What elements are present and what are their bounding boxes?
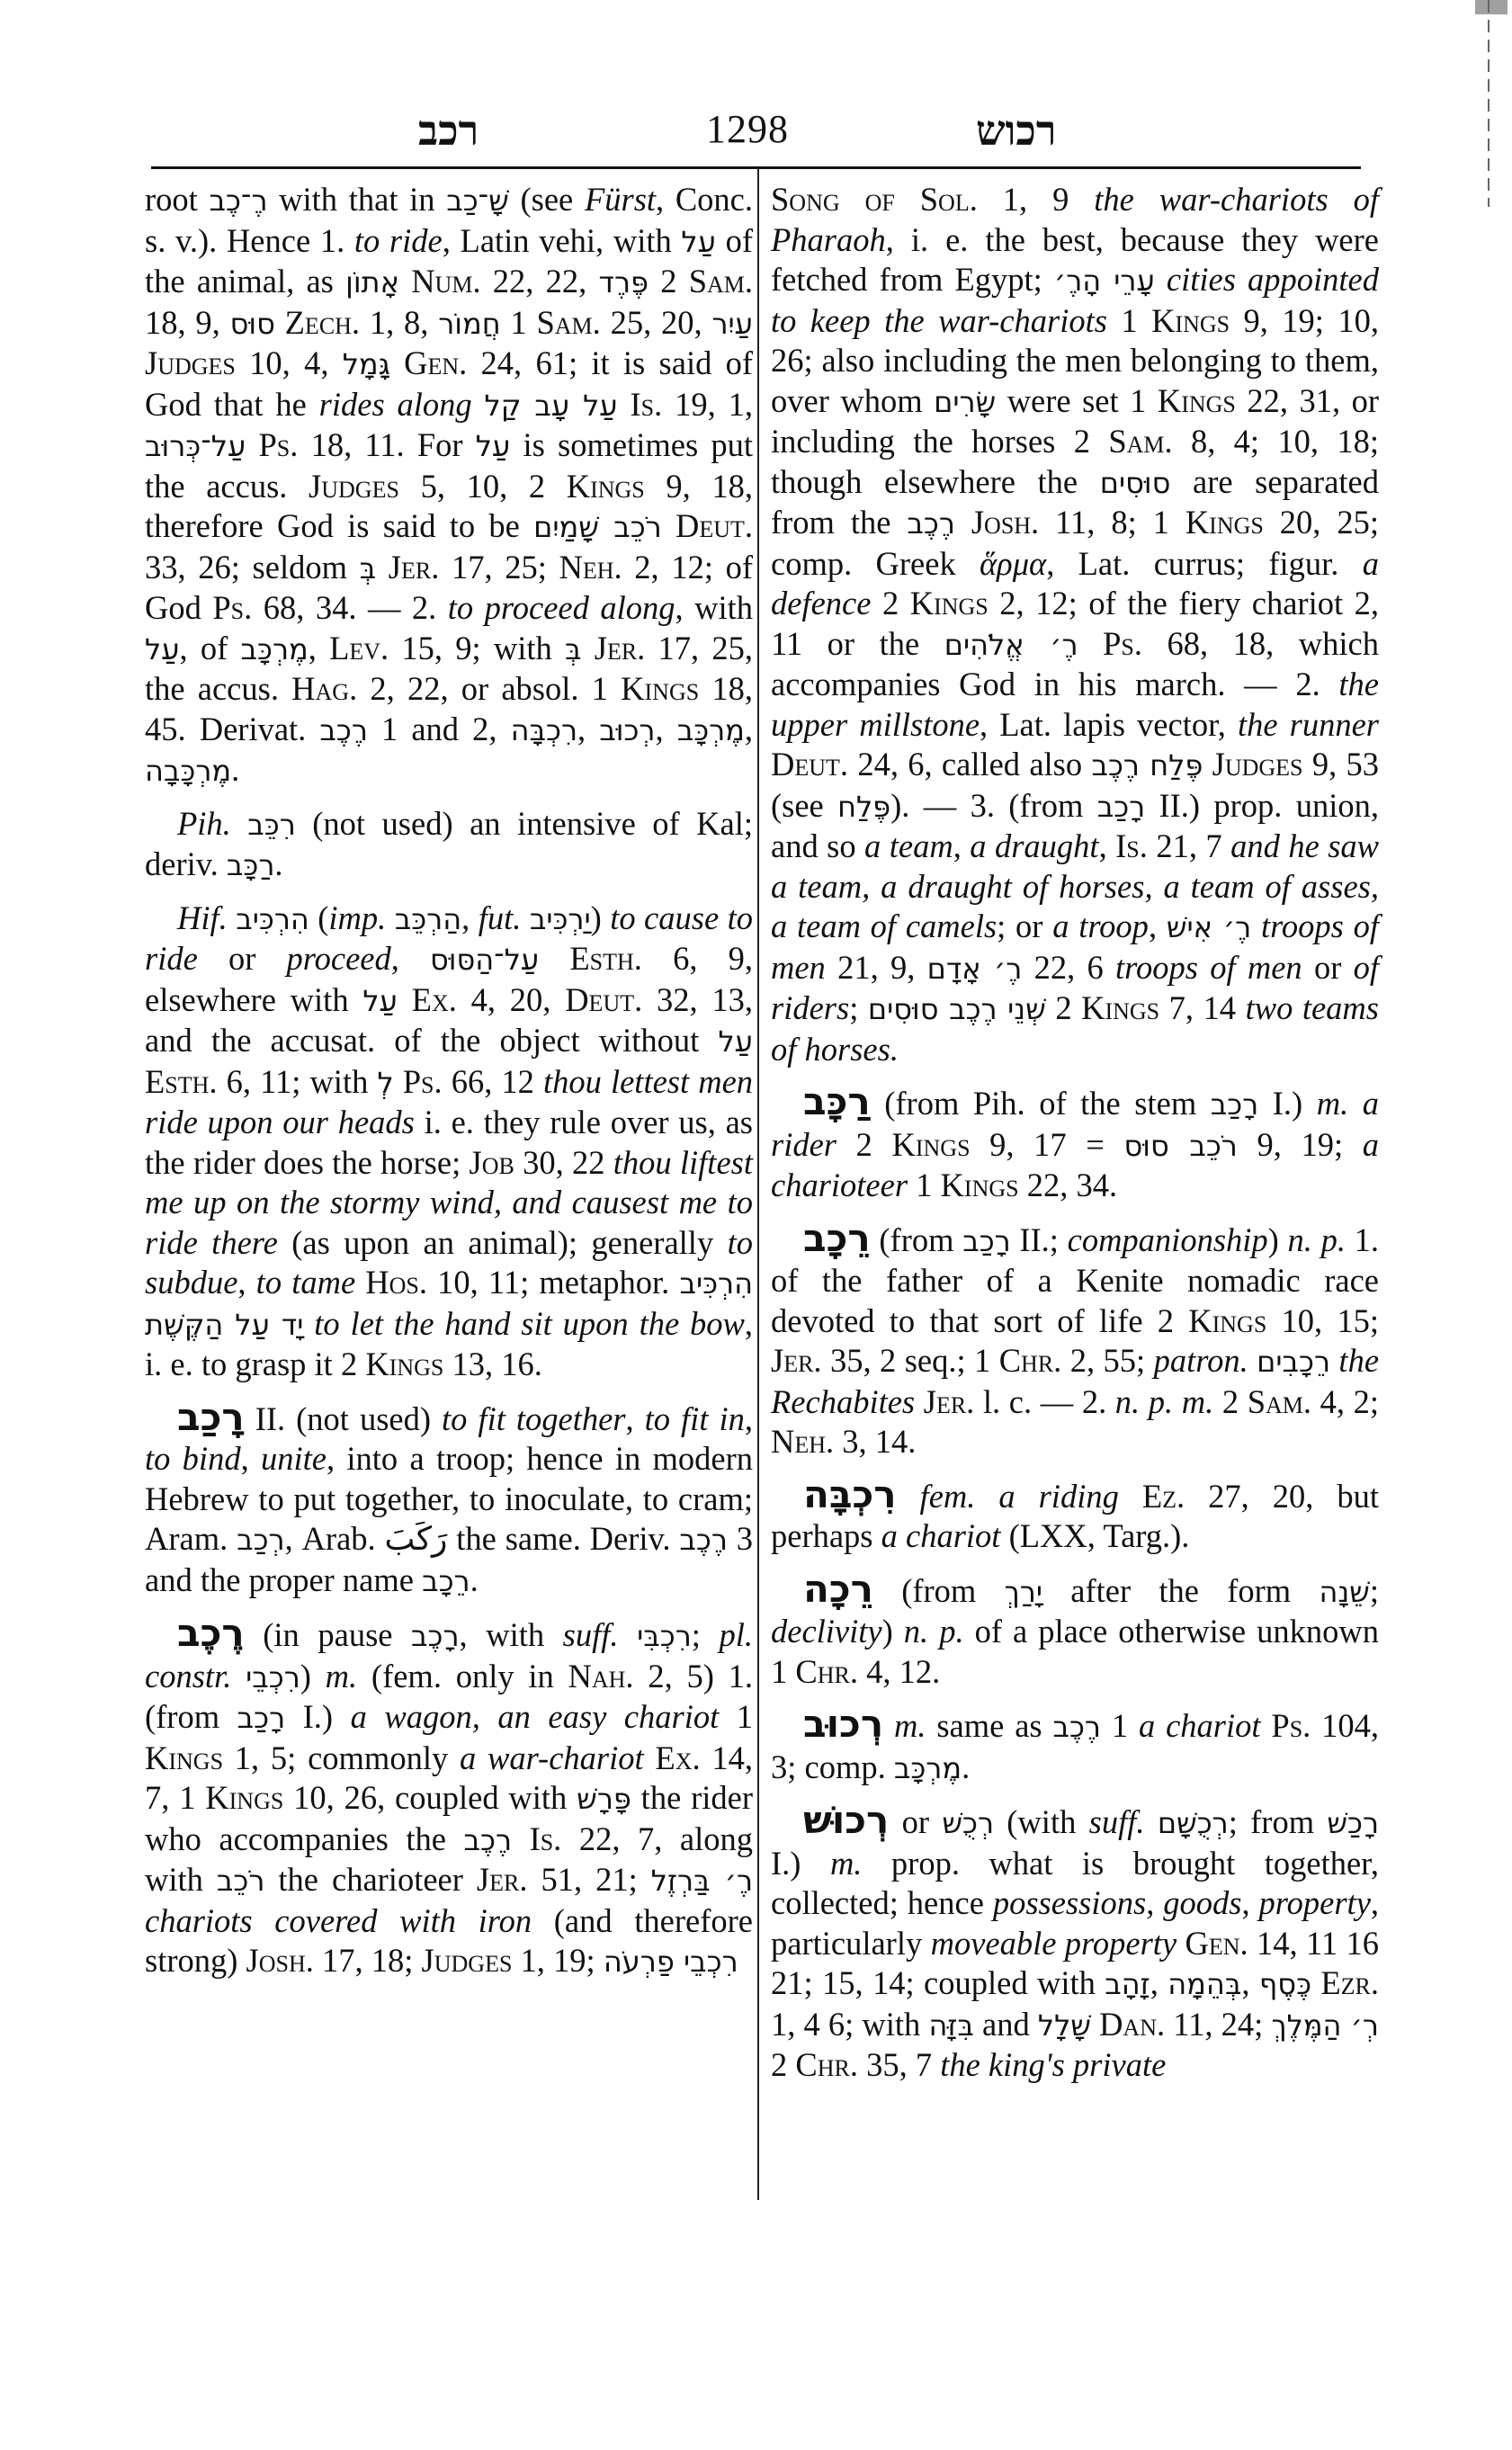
italic-gloss: n. p. m.	[1114, 1382, 1214, 1420]
hebrew-word: בְּהֵמָה	[1168, 1967, 1242, 2001]
italic-gloss: to fit in	[644, 1399, 745, 1437]
book-reference: Ex.	[655, 1739, 701, 1776]
italic-gloss: n. p.	[903, 1613, 964, 1650]
italic-gloss: imp.	[328, 899, 387, 936]
hebrew-word: זָהָב	[1105, 1967, 1150, 2001]
italic-gloss: the Rechabites	[771, 1342, 1380, 1420]
book-reference: Chr.	[998, 1342, 1062, 1379]
book-reference: Judges	[145, 344, 236, 381]
italic-gloss: Hif.	[177, 899, 228, 936]
hebrew-word: רָכַב	[1096, 789, 1146, 824]
hebrew-word: מֶרְכָּב	[676, 712, 745, 747]
italic-gloss: n. p.	[1287, 1221, 1346, 1258]
book-reference: Kings	[940, 1167, 1019, 1203]
hebrew-word: רְכֻשָׁם	[1157, 1806, 1229, 1840]
book-reference: Ps.	[1103, 624, 1142, 662]
book-reference: Judges	[421, 1942, 513, 1979]
book-reference: Kings	[566, 467, 645, 505]
book-reference: Ex.	[411, 980, 457, 1018]
italic-gloss: m.	[325, 1657, 358, 1694]
book-reference: Kings	[621, 670, 700, 707]
headword: רִכְבָּה	[803, 1471, 897, 1516]
hebrew-word: בְּ	[565, 631, 582, 666]
running-header	[148, 106, 1372, 160]
hebrew-word: רֹכֵב שָׁמַיִם	[533, 510, 662, 544]
page-number: 1298	[706, 107, 789, 151]
book-reference: Sam.	[1108, 423, 1173, 460]
italic-gloss: of riders	[771, 948, 1380, 1026]
hebrew-word: רָכַב	[962, 1223, 1011, 1258]
entry-continuation: root רֶ־כֶב with that in שָׁ־כַב (see Fürst, Conc. s. v.). Hence 1. to ride, Latin vehi, with עַל of the animal, as אָתוֹן Num. 22, 22, פֶּרֶד 2 Sam. 18, 9, סוּס Zech. 1, 8, חֲמוֹר 1 Sam. 25, 20, עַיִר Judges 10, 4, גָּמָל Gen. 24, 61; it is said of God that he rides along עַל עָב קַל Is. 19, 1, עַל־כְּרוּב Ps. 18, 11. For עַל is sometimes put the accus. Judges 5, 10, 2 Kings 9, 18, therefore God is said to be רֹכֵב שָׁמַיִם Deut. 33, 26; seldom בְּ Jer. 17, 25; Neh. 2, 12; of God Ps. 68, 34. — 2. to proceed along, with עַל, of מֶרְכָּב, Lev. 15, 9; with בְּ Jer. 17, 25, the accus. Hag. 2, 22, or absol. 1 Kings 18, 45. Derivat. רֶכֶב 1 and 2, רִכְבָּה, רְכוּב, מֶרְכָּב, מֶרְכָּבָה.	[145, 181, 754, 788]
book-reference: Sam.	[1247, 1382, 1312, 1420]
italic-gloss: troops of men	[771, 908, 1380, 986]
book-reference: Kings	[1081, 989, 1160, 1026]
hebrew-word: עַל עָב קַל	[484, 388, 618, 423]
headword: רֵכָה	[803, 1566, 873, 1611]
headword: רַכָּב	[803, 1079, 871, 1123]
headword: רֵכָב	[803, 1215, 871, 1260]
italic-gloss: to subdue	[145, 1223, 753, 1301]
italic-gloss: a wagon, an easy chariot	[350, 1698, 720, 1735]
book-reference: Sam.	[536, 303, 601, 341]
italic-gloss: proceed	[286, 940, 391, 977]
italic-gloss: the king's private	[940, 2046, 1167, 2083]
book-reference: Ez.	[1141, 1477, 1185, 1515]
hebrew-word: חֲמוֹר	[438, 306, 501, 341]
hebrew-word: רֶ׳ בַּרְזֶל	[650, 1864, 754, 1898]
italic-gloss: chariots covered with iron	[145, 1901, 532, 1939]
book-reference: Gen.	[404, 344, 468, 381]
hebrew-word: רֶכֶב	[463, 1822, 513, 1857]
book-reference: Jer.	[476, 1861, 528, 1898]
hebrew-word: עָרֵי הָרֶ׳	[1053, 264, 1155, 298]
book-reference: Chr.	[795, 2046, 858, 2083]
entry-rekhush: רְכוּשׁ or רְכֻשׁ (with suff. רְכֻשָׁם; from רָכַשׁ I.) m. prop. what is brought together, collected; hence possessions, goods, property, particularly moveable property Gen. 14, 11 16 21; 15, 14; coupled with זָהָב, בְּהֵמָה, כֶּסֶף Ezr. 1, 4 6; with בִּזָּה and שָׁלָל Dan. 11, 24; רְ׳ הַמֶּלֶךְ 2 Chr. 35, 7 the king's private	[771, 1798, 1380, 2083]
book-reference: Kings	[205, 1779, 284, 1816]
italic-gloss: a team	[864, 827, 953, 864]
arabic-word: رَكَبَ	[384, 1521, 448, 1558]
hebrew-word: יַרְכִּיב	[529, 901, 591, 936]
italic-gloss: pl. constr.	[145, 1616, 753, 1694]
italic-gloss: goods	[1163, 1884, 1242, 1921]
entry-rekhav: רֵכָב (from רָכַב II.; companionship) n. p. 1. of the father of a Kenite nomadic race devoted to that sort of life 2 Kings 10, 15; Jer. 35, 2 seq.; 1 Chr. 2, 55; patron. רֵכָבִים the Rechabites Jer. l. c. — 2. n. p. m. 2 Sam. 4, 2; Neh. 3, 14.	[771, 1215, 1380, 1460]
italic-gloss: a draught	[970, 827, 1099, 864]
hebrew-word: רֶ־כֶב	[209, 183, 268, 218]
book-reference: Jer.	[388, 548, 440, 586]
hebrew-word: עַיִר	[711, 306, 753, 341]
hebrew-word: רָכַשׁ	[1327, 1806, 1380, 1840]
book-reference: Lev.	[329, 629, 389, 666]
hebrew-word: רֶ׳ אָדָם	[926, 951, 1023, 986]
hebrew-word: רֶ׳ אֱלֹהִים	[944, 627, 1078, 662]
italic-gloss: a chariot	[1138, 1707, 1261, 1744]
hebrew-word: רִכְבֵי	[246, 1659, 300, 1694]
book-reference: Deut.	[771, 746, 849, 782]
hebrew-word: עַל	[718, 1024, 753, 1059]
italic-gloss: Pih.	[177, 804, 231, 842]
hebrew-word: רֶכֶב	[679, 1523, 728, 1557]
book-reference: Jer.	[771, 1342, 822, 1379]
hebrew-word: עַל	[362, 983, 398, 1018]
hebrew-word: גָּמָל	[342, 347, 390, 381]
entry-rakkav: רַכָּב (from Pih. of the stem רָכַב I.) m. a rider 2 Kings 9, 17 = רֹכֵב סוּס 9, 19; a charioteer 1 Kings 22, 34.	[771, 1079, 1379, 1203]
hebrew-word: שָׁלָל	[1037, 2007, 1091, 2043]
scan-edge-artifact	[1488, 0, 1490, 207]
hebrew-word: רֵכָב	[422, 1563, 470, 1598]
book-reference: Ezr.	[1320, 1964, 1380, 2001]
book-reference: Ps.	[258, 426, 299, 463]
hebrew-word: עַל	[475, 429, 511, 463]
book-reference: Josh.	[971, 504, 1040, 541]
book-reference: Kings	[1151, 301, 1230, 339]
hebrew-word: רֶכֶב	[1052, 1710, 1101, 1744]
hebrew-word: עַל	[145, 631, 180, 666]
book-reference: Kings	[1188, 1301, 1267, 1339]
book-reference: Hos.	[365, 1264, 428, 1301]
italic-gloss: possessions	[992, 1884, 1147, 1921]
header-rule	[151, 166, 1361, 169]
book-reference: Kings	[1157, 381, 1236, 419]
entry-pih: Pih. רִכֵּב (not used) an intensive of Kal; deriv. רַכָּב.	[145, 804, 753, 882]
italic-gloss: cities appointed to keep the war-chariots	[771, 261, 1380, 339]
entry-hif: Hif. הִרְכִּיב (imp. הַרְכֵּב, fut. יַרְכִּיב) to cause to ride or proceed, עַל־הַסּוּס Esth. 6, 9, elsewhere with עַל Ex. 4, 20, Deut. 32, 13, and the accusat. of the object without עַל Esth. 6, 11; with לְ Ps. 66, 12 thou lettest men ride upon our heads i. e. they rule over us, as the rider does the horse; Job 30, 22 thou liftest me up on the stormy wind, and causest me to ride there (as upon an animal); generally to subdue, to tame Hos. 10, 11; metaphor. הִרְכִּיב יָד עַל הַקֶּשֶׁת to let the hand sit upon the bow, i. e. to grasp it 2 Kings 13, 16.	[145, 899, 754, 1382]
hebrew-word: רֶ׳ אִישׁ	[1166, 910, 1252, 944]
book-reference: Kings	[891, 1125, 971, 1163]
italic-gloss: a defence	[771, 544, 1379, 621]
entry-rekhah: רֵכָה (from יָרַךְ after the form שֵׁנָה; declivity) n. p. of a place otherwise unknown 1 Chr. 4, 12.	[771, 1566, 1379, 1690]
book-reference: Job	[469, 1143, 514, 1181]
hebrew-word: שָׂרִים	[934, 384, 997, 419]
italic-gloss: m. a rider	[771, 1085, 1379, 1163]
book-reference: Is.	[1115, 827, 1148, 864]
hebrew-word: רִכְבֵי פַרְעֹה	[603, 1945, 738, 1979]
hebrew-word: הִרְכִּיב	[236, 901, 309, 936]
italic-gloss: Fürst	[584, 181, 657, 218]
italic-gloss: to ride	[353, 221, 443, 259]
hebrew-word: רְ׳ הַמֶּלֶךְ	[1271, 2007, 1379, 2043]
book-reference: Gen.	[1185, 1924, 1248, 1962]
hebrew-word: סוּס	[229, 306, 275, 341]
italic-gloss: suff.	[1088, 1803, 1145, 1840]
book-reference: Josh.	[246, 1942, 314, 1979]
italic-gloss: two teams of horses.	[771, 989, 1379, 1068]
italic-gloss: the runner	[1237, 705, 1379, 743]
headword: רְכוּשׁ	[803, 1798, 890, 1842]
column-divider	[757, 167, 759, 2200]
hebrew-word: הִרְכִּיב יָד עַל הַקֶּשֶׁת	[145, 1266, 753, 1342]
hebrew-word: רֵכָבִים	[1257, 1345, 1330, 1379]
book-reference: Chr.	[795, 1652, 858, 1690]
book-reference: Deut.	[675, 507, 753, 544]
italic-gloss: fut.	[478, 899, 522, 936]
hebrew-word: בִּזָּה	[928, 2007, 974, 2043]
entry-rekhev: רֶכֶב (in pause רָכֶב, with suff. רִכְבִּי; pl. constr. רִכְבֵי) m. (fem. only in Nah. 2, 5) 1. (from רָכַב I.) a wagon, an easy chariot 1 Kings 1, 5; commonly a war-chariot Ex. 14, 7, 1 Kings 10, 26, coupled with פָּרָשׁ the rider who accompanies the רֶכֶב Is. 22, 7, along with רֹכֵב the charioteer Jer. 51, 21; רֶ׳ בַּרְזֶל chariots covered with iron (and therefore strong) Josh. 17, 18; Judges 1, 19; רִכְבֵי פַרְעֹה	[145, 1611, 754, 1979]
italic-gloss: m.	[829, 1844, 863, 1882]
book-reference: Ps.	[212, 589, 253, 626]
hebrew-word: רְכֻשׁ	[942, 1806, 994, 1840]
hebrew-word: רִכְבָּה	[510, 712, 578, 747]
hebrew-word: עַל־כְּרוּב	[145, 429, 246, 463]
hebrew-word: אָתוֹן	[345, 265, 399, 300]
hebrew-word: רֹכֵב	[216, 1864, 265, 1898]
book-reference: Song of Sol.	[771, 181, 978, 218]
book-reference: Esth.	[569, 940, 642, 977]
hebrew-word: מֶרְכָּב	[240, 631, 309, 666]
book-reference: Is.	[630, 385, 663, 423]
book-reference: Zech.	[284, 303, 361, 341]
hebrew-word: בְּ	[359, 550, 377, 586]
book-reference: Num.	[411, 263, 481, 300]
hebrew-word: יָרַךְ	[1004, 1574, 1042, 1609]
entry-rakhav-ii: רָכַב II. (not used) to fit together, to fit in, to bind, unite, into a troop; hence in modern Hebrew to put together, to inoculate, to cram; Aram. רְכַב, Arab. رَكَبَ the same. Deriv. רֶכֶב 3 and the proper name רֵכָב.	[145, 1394, 753, 1598]
headword: רֶכֶב	[177, 1611, 245, 1655]
italic-gloss: a troop	[1052, 908, 1149, 944]
book-reference: Jer.	[594, 629, 646, 666]
book-reference: Judges	[1212, 746, 1303, 782]
book-reference: Neh.	[771, 1423, 835, 1460]
book-reference: Nah.	[568, 1657, 634, 1694]
book-reference: Esth.	[145, 1062, 218, 1100]
italic-gloss: unite	[261, 1440, 327, 1477]
book-reference: Deut.	[565, 980, 643, 1018]
hebrew-word: רְכַב	[237, 1523, 285, 1557]
header-right-word: רכוש	[976, 106, 1057, 155]
hebrew-word: רָכַב	[1210, 1087, 1259, 1122]
hebrew-word: שֵׁנָה	[1319, 1574, 1370, 1609]
headword: רָכַב	[177, 1394, 245, 1439]
right-column	[771, 180, 1379, 2086]
left-column	[145, 180, 753, 1982]
hebrew-word: רֶכֶב	[319, 712, 368, 747]
book-reference: Neh.	[559, 548, 622, 586]
italic-gloss: a charioteer	[771, 1125, 1379, 1203]
italic-gloss: thou liftest me up on the stormy wind, and causest me to ride there	[145, 1143, 753, 1261]
hebrew-word: רָכֶב	[411, 1619, 460, 1653]
italic-gloss: thou lettest men ride upon our heads	[145, 1062, 754, 1140]
italic-gloss: to tame	[255, 1264, 356, 1301]
italic-gloss: rides along	[318, 385, 472, 423]
book-reference: Kings	[145, 1739, 224, 1776]
italic-gloss: a war-chariot	[459, 1739, 644, 1776]
hebrew-word: שָׁ־כַב	[446, 183, 509, 218]
italic-gloss: suff.	[562, 1616, 619, 1653]
book-reference: Jer.	[923, 1382, 975, 1420]
italic-gloss: to cause to ride	[145, 899, 754, 977]
hebrew-word: שְׁנֵי רֶכֶב סוּסִים	[867, 992, 1046, 1026]
entry-rikhbah: רִכְבָּה fem. a riding Ez. 27, 20, but perhaps a chariot (LXX, Targ.).	[771, 1471, 1380, 1554]
hebrew-word: רַכָּב	[226, 848, 275, 882]
italic-gloss: m.	[893, 1707, 926, 1744]
hebrew-word: רֶכֶב	[907, 506, 955, 541]
hebrew-word: פָּרָשׁ	[577, 1782, 631, 1816]
book-reference: Is.	[529, 1820, 562, 1857]
entry-rekhev-continuation: Song of Sol. 1, 9 the war-chariots of Pharaoh, i. e. the best, because they were fetched from Egypt; עָרֵי הָרֶ׳ cities appointed to keep the war-chariots 1 Kings 9, 19; 10, 26; also including the men belonging to them, over whom שָׂרִים were set 1 Kings 22, 31, or including the horses 2 Sam. 8, 4; 10, 18; though elsewhere the סוּסִים are separated from the רֶכֶב Josh. 11, 8; 1 Kings 20, 25; comp. Greek ἅρμα, Lat. currus; figur. a defence 2 Kings 2, 12; of the fiery chariot 2, 11 or the רֶ׳ אֱלֹהִים Ps. 68, 18, which accompanies God in his march. — 2. the upper millstone, Lat. lapis vector, the runner Deut. 24, 6, called also פֶּלַח רֶכֶב Judges 9, 53 (see פֶּלַח). — 3. (from רָכַב II.) prop. union, and so a team, a draught, Is. 21, 7 and he saw a team, a draught of horses, a team of asses, a team of camels; or a troop, רֶ׳ אִישׁ troops of men 21, 9, רֶ׳ אָדָם 22, 6 troops of men or of riders; שְׁנֵי רֶכֶב סוּסִים 2 Kings 7, 14 two teams of horses.	[771, 181, 1380, 1068]
hebrew-word: הַרְכֵּב	[394, 901, 462, 936]
hebrew-word: פֶּלַח רֶכֶב	[1091, 748, 1203, 782]
italic-gloss: ἅρμα	[980, 544, 1047, 582]
hebrew-word: עַל	[681, 224, 716, 259]
italic-gloss: companionship	[1067, 1221, 1268, 1258]
italic-gloss: and he saw a team, a draught of horses, a team of asses, a team of camels	[771, 827, 1380, 944]
italic-gloss: to proceed along	[447, 589, 675, 626]
hebrew-word: מֶרְכָּב	[893, 1750, 962, 1785]
scan-artifact	[1475, 0, 1508, 14]
italic-gloss: the upper millstone	[771, 666, 1379, 743]
hebrew-word: רִכְבִּי	[637, 1619, 692, 1653]
book-reference: Hag.	[291, 670, 358, 707]
italic-gloss: declivity	[771, 1613, 882, 1650]
italic-gloss: to bind	[145, 1440, 241, 1477]
italic-gloss: to fit together	[442, 1399, 626, 1437]
book-reference: Sam.	[688, 263, 754, 300]
italic-gloss: property	[1258, 1884, 1371, 1921]
italic-gloss: the war-chariots of Pharaoh	[771, 181, 1379, 258]
entry-rekhuv: רְכוּב m. same as רֶכֶב 1 a chariot Ps. 104, 3; comp. מֶרְכָּב.	[771, 1702, 1380, 1785]
italic-gloss: patron.	[1153, 1342, 1248, 1379]
book-reference: Kings	[1185, 504, 1264, 541]
hebrew-word: פֶּלַח	[837, 789, 891, 824]
hebrew-word: רֹכֵב סוּס	[1123, 1128, 1238, 1163]
book-reference: Ps.	[402, 1062, 443, 1100]
italic-gloss: troops of men	[1115, 948, 1302, 986]
hebrew-word: רְכוּב	[599, 712, 656, 747]
hebrew-word: רִכֵּב	[247, 807, 296, 842]
header-left-word: רכב	[418, 106, 479, 155]
headword: רְכוּב	[803, 1702, 884, 1746]
book-reference: Ps.	[1271, 1707, 1311, 1744]
italic-gloss: a chariot	[881, 1517, 1001, 1554]
italic-gloss: fem. a riding	[919, 1477, 1119, 1515]
hebrew-word: מֶרְכָּבָה	[145, 754, 232, 788]
hebrew-word: עַל־הַסּוּס	[430, 943, 540, 977]
hebrew-word: לְ	[377, 1065, 394, 1100]
hebrew-word: פֶּרֶד	[598, 265, 649, 300]
hebrew-word: כֶּסֶף	[1258, 1967, 1311, 2001]
hebrew-word: רָכַב	[237, 1701, 286, 1735]
book-reference: Kings	[909, 585, 989, 621]
book-reference: Kings	[365, 1346, 444, 1382]
italic-gloss: to let the hand sit upon the bow	[314, 1304, 745, 1342]
hebrew-word: סוּסִים	[1099, 465, 1171, 500]
book-reference: Dan.	[1099, 2005, 1166, 2043]
italic-gloss: moveable property	[930, 1924, 1177, 1962]
book-reference: Judges	[309, 467, 399, 505]
